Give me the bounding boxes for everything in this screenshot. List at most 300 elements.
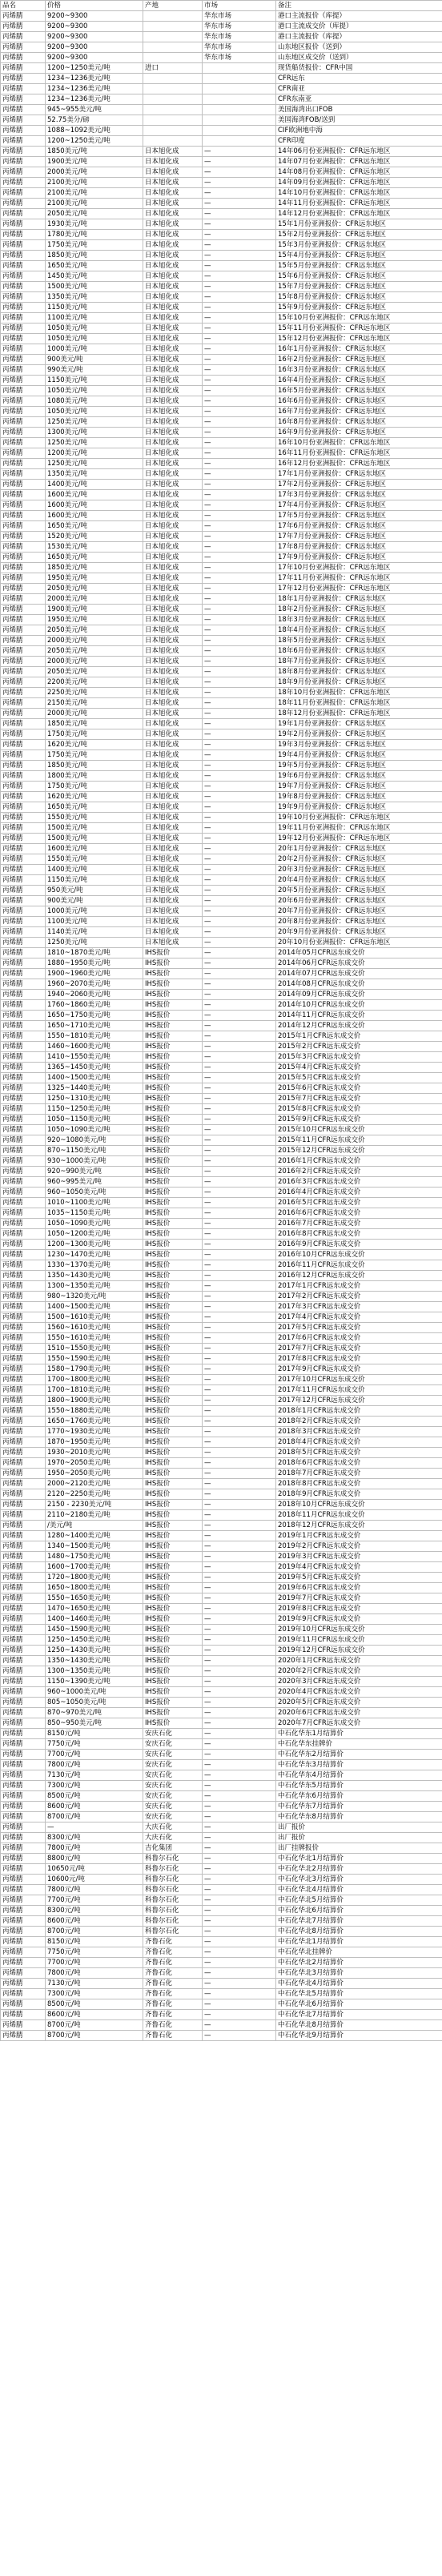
cell-price: 1250美元/吨 — [46, 417, 143, 428]
cell-remark: 18年4月份亚洲报价：CFR远东地区 — [276, 625, 442, 636]
cell-remark: 2019年1月CFR远东成交价 — [276, 1531, 442, 1541]
cell-product: 丙烯腈 — [1, 906, 46, 917]
cell-price: 900美元/吨 — [46, 355, 143, 365]
cell-remark: 15年9月份亚洲报价：CFR远东地区 — [276, 303, 442, 313]
cell-origin: IHS报价 — [143, 969, 203, 979]
cell-origin: 日本旭化成 — [143, 844, 203, 854]
cell-product: 丙烯腈 — [1, 261, 46, 271]
cell-origin: 齐鲁石化 — [143, 1968, 203, 1979]
table-row — [1, 1937, 442, 1947]
cell-market: — — [203, 532, 276, 542]
cell-price: 7750元/吨 — [46, 1739, 143, 1750]
cell-product: 丙烯腈 — [1, 1822, 46, 1833]
cell-market: — — [203, 1250, 276, 1260]
cell-market: — — [203, 1510, 276, 1521]
cell-origin: 日本旭化成 — [143, 469, 203, 480]
cell-remark: 中石化华北1月结算价 — [276, 1854, 442, 1864]
cell-remark: 18年1月份亚洲报价：CFR远东地区 — [276, 594, 442, 605]
cell-origin: 齐鲁石化 — [143, 1989, 203, 1999]
cell-price: 1970~2050美元/吨 — [46, 1458, 143, 1469]
table-row — [1, 1791, 442, 1802]
cell-product: 丙烯腈 — [1, 74, 46, 84]
cell-market: — — [203, 875, 276, 886]
cell-origin: 齐鲁石化 — [143, 1999, 203, 2010]
cell-price: 1600美元/吨 — [46, 500, 143, 511]
cell-price: 1140美元/吨 — [46, 927, 143, 938]
cell-market: — — [203, 1333, 276, 1344]
cell-product: 丙烯腈 — [1, 1375, 46, 1385]
cell-origin: IHS报价 — [143, 1656, 203, 1666]
cell-product: 丙烯腈 — [1, 240, 46, 251]
table-row — [1, 230, 442, 240]
cell-remark: 2014年11月CFR远东成交价 — [276, 1011, 442, 1021]
cell-market: — — [203, 469, 276, 480]
table-row — [1, 1364, 442, 1375]
cell-price: 1650美元/吨 — [46, 261, 143, 271]
cell-market: — — [203, 407, 276, 417]
cell-product: 丙烯腈 — [1, 376, 46, 386]
table-row — [1, 1083, 442, 1094]
cell-remark: 2017年4月CFR远东成交价 — [276, 1312, 442, 1323]
cell-origin — [143, 32, 203, 42]
cell-product: 丙烯腈 — [1, 94, 46, 105]
cell-price: 10600元/吨 — [46, 1875, 143, 1885]
cell-market: — — [203, 324, 276, 334]
table-row — [1, 1281, 442, 1292]
cell-product: 丙烯腈 — [1, 1750, 46, 1760]
cell-origin: 日本旭化成 — [143, 584, 203, 594]
table-row — [1, 1000, 442, 1011]
cell-product: 丙烯腈 — [1, 1417, 46, 1427]
cell-product: 丙烯腈 — [1, 136, 46, 147]
cell-origin: 科鲁尔石化 — [143, 1906, 203, 1916]
table-row — [1, 1188, 442, 1198]
cell-remark: 2019年5月CFR远东成交价 — [276, 1573, 442, 1583]
cell-origin: 日本旭化成 — [143, 771, 203, 782]
table-row — [1, 1167, 442, 1177]
cell-price: 945~955美元/吨 — [46, 105, 143, 115]
cell-origin: 日本旭化成 — [143, 573, 203, 584]
table-row — [1, 1375, 442, 1385]
cell-remark: CIF欧洲地中海 — [276, 126, 442, 136]
cell-remark: 16年5月份亚洲报价：CFR远东地区 — [276, 386, 442, 396]
cell-origin: 日本旭化成 — [143, 167, 203, 178]
cell-product: 丙烯腈 — [1, 709, 46, 719]
cell-origin — [143, 136, 203, 147]
cell-product: 丙烯腈 — [1, 344, 46, 355]
table-row — [1, 761, 442, 771]
cell-product: 丙烯腈 — [1, 1666, 46, 1677]
cell-remark: 2018年10月CFR远东成交价 — [276, 1500, 442, 1510]
cell-remark: 2019年11月CFR远东成交价 — [276, 1635, 442, 1646]
cell-price: 1050~1150美元/吨 — [46, 1115, 143, 1125]
cell-market: — — [203, 1843, 276, 1854]
cell-origin: IHS报价 — [143, 1614, 203, 1625]
cell-product: 丙烯腈 — [1, 459, 46, 469]
cell-remark: 现货船货报价：CFR中国 — [276, 63, 442, 74]
cell-remark: 20年8月份亚洲报价：CFR远东地区 — [276, 917, 442, 927]
cell-market — [203, 94, 276, 105]
cell-price: 1150~1390美元/吨 — [46, 1677, 143, 1687]
cell-remark: 2020年4月CFR远东成交价 — [276, 1687, 442, 1698]
table-row — [1, 1916, 442, 1927]
table-row — [1, 1489, 442, 1500]
cell-product: 丙烯腈 — [1, 1125, 46, 1135]
cell-price: 960~995美元/吨 — [46, 1177, 143, 1188]
cell-origin: 日本旭化成 — [143, 251, 203, 261]
cell-price: 7800元/吨 — [46, 1968, 143, 1979]
cell-product: 丙烯腈 — [1, 271, 46, 282]
cell-remark: 16年8月份亚洲报价：CFR远东地区 — [276, 417, 442, 428]
cell-market: — — [203, 1385, 276, 1396]
cell-market: — — [203, 688, 276, 698]
cell-origin: IHS报价 — [143, 1531, 203, 1541]
cell-remark: 2016年12月CFR远东成交价 — [276, 1271, 442, 1281]
cell-product: 丙烯腈 — [1, 1906, 46, 1916]
table-row — [1, 32, 442, 42]
cell-remark: 19年5月份亚洲报价：CFR远东地区 — [276, 761, 442, 771]
table-row — [1, 1011, 442, 1021]
cell-market: — — [203, 448, 276, 459]
cell-remark: CFR南亚 — [276, 84, 442, 94]
cell-origin: 日本旭化成 — [143, 500, 203, 511]
cell-price: 1620美元/吨 — [46, 792, 143, 802]
cell-price: 1250美元/吨 — [46, 438, 143, 448]
cell-price: 9200~9300 — [46, 11, 143, 22]
cell-market: — — [203, 1302, 276, 1312]
cell-price: 870~970美元/吨 — [46, 1708, 143, 1718]
cell-product: 丙烯腈 — [1, 438, 46, 448]
cell-remark: 2016年9月CFR远东成交价 — [276, 1240, 442, 1250]
cell-remark: 18年3月份亚洲报价：CFR远东地区 — [276, 615, 442, 625]
cell-remark: 中石化华东5月结算价 — [276, 1781, 442, 1791]
cell-market: — — [203, 1177, 276, 1188]
cell-origin: 安庆石化 — [143, 1812, 203, 1822]
table-row — [1, 1073, 442, 1083]
table-row — [1, 303, 442, 313]
cell-market: — — [203, 1344, 276, 1354]
cell-origin: 日本旭化成 — [143, 625, 203, 636]
cell-product: 丙烯腈 — [1, 563, 46, 573]
cell-product: 丙烯腈 — [1, 1448, 46, 1458]
cell-market: — — [203, 917, 276, 927]
cell-market: — — [203, 615, 276, 625]
cell-remark: 中石化华北5月结算价 — [276, 1989, 442, 1999]
cell-price: 1100美元/吨 — [46, 313, 143, 324]
cell-product: 丙烯腈 — [1, 511, 46, 521]
cell-origin: IHS报价 — [143, 1448, 203, 1458]
cell-market: — — [203, 1146, 276, 1156]
cell-origin: 吉化集团 — [143, 1843, 203, 1854]
cell-product: 丙烯腈 — [1, 1260, 46, 1271]
cell-product: 丙烯腈 — [1, 1031, 46, 1042]
cell-market: — — [203, 573, 276, 584]
cell-market: — — [203, 1635, 276, 1646]
cell-market: — — [203, 147, 276, 157]
cell-product: 丙烯腈 — [1, 688, 46, 698]
cell-origin: IHS报价 — [143, 1604, 203, 1614]
table-row — [1, 219, 442, 230]
table-row — [1, 1906, 442, 1916]
cell-market: — — [203, 303, 276, 313]
table-row — [1, 865, 442, 875]
cell-market: — — [203, 1968, 276, 1979]
cell-product: 丙烯腈 — [1, 1770, 46, 1781]
cell-remark: 18年10月份亚洲报价：CFR远东地区 — [276, 688, 442, 698]
table-row — [1, 344, 442, 355]
cell-origin: 日本旭化成 — [143, 605, 203, 615]
cell-origin: IHS报价 — [143, 1677, 203, 1687]
cell-remark: 16年6月份亚洲报价：CFR远东地区 — [276, 396, 442, 407]
cell-origin: IHS报价 — [143, 1344, 203, 1354]
cell-remark: 中石化华东3月结算价 — [276, 1760, 442, 1770]
cell-price: 1480~1750美元/吨 — [46, 1552, 143, 1562]
table-row — [1, 927, 442, 938]
table-row — [1, 459, 442, 469]
cell-origin — [143, 126, 203, 136]
cell-price: 1280~1400美元/吨 — [46, 1531, 143, 1541]
cell-origin: 日本旭化成 — [143, 230, 203, 240]
table-row — [1, 157, 442, 167]
cell-product: 丙烯腈 — [1, 1812, 46, 1822]
cell-market: — — [203, 553, 276, 563]
cell-market: — — [203, 1489, 276, 1500]
table-row — [1, 1989, 442, 1999]
cell-market: — — [203, 761, 276, 771]
table-row — [1, 553, 442, 563]
cell-remark: 2015年6月CFR远东成交价 — [276, 1083, 442, 1094]
cell-remark: 中石化华东1月结算价 — [276, 1729, 442, 1739]
cell-remark: 17年6月份亚洲报价：CFR远东地区 — [276, 521, 442, 532]
cell-product: 丙烯腈 — [1, 105, 46, 115]
cell-remark: 2020年3月CFR远东成交价 — [276, 1677, 442, 1687]
cell-price: 1234~1236美元/吨 — [46, 84, 143, 94]
cell-product: 丙烯腈 — [1, 324, 46, 334]
cell-price: 1620美元/吨 — [46, 740, 143, 750]
cell-origin: 科鲁尔石化 — [143, 1875, 203, 1885]
cell-price: 1850美元/吨 — [46, 147, 143, 157]
table-row — [1, 646, 442, 657]
cell-market: — — [203, 1593, 276, 1604]
cell-product: 丙烯腈 — [1, 979, 46, 990]
table-row — [1, 1677, 442, 1687]
cell-origin: IHS报价 — [143, 1292, 203, 1302]
table-row — [1, 94, 442, 105]
cell-remark: 中石化华北1月结算价 — [276, 1937, 442, 1947]
cell-origin: 日本旭化成 — [143, 147, 203, 157]
cell-market: — — [203, 667, 276, 677]
cell-product: 丙烯腈 — [1, 896, 46, 906]
cell-product: 丙烯腈 — [1, 1646, 46, 1656]
table-row — [1, 625, 442, 636]
cell-price: 2050美元/吨 — [46, 646, 143, 657]
cell-product: 丙烯腈 — [1, 469, 46, 480]
table-row — [1, 1968, 442, 1979]
cell-origin: 日本旭化成 — [143, 677, 203, 688]
table-row — [1, 594, 442, 605]
table-row — [1, 417, 442, 428]
cell-origin — [143, 84, 203, 94]
cell-price: 1250~1450美元/吨 — [46, 1635, 143, 1646]
cell-price: 805~1050美元/吨 — [46, 1698, 143, 1708]
table-body — [1, 11, 442, 2041]
cell-product: 丙烯腈 — [1, 2010, 46, 2020]
cell-price: 8300元/吨 — [46, 1906, 143, 1916]
table-row — [1, 1469, 442, 1479]
cell-product: 丙烯腈 — [1, 1875, 46, 1885]
cell-remark: 14年08月份亚洲报价：CFR远东地区 — [276, 167, 442, 178]
cell-origin: IHS报价 — [143, 1698, 203, 1708]
cell-origin: IHS报价 — [143, 1323, 203, 1333]
cell-remark: 中石化华东7月结算价 — [276, 1802, 442, 1812]
cell-price: 1330~1370美元/吨 — [46, 1260, 143, 1271]
cell-product: 丙烯腈 — [1, 1083, 46, 1094]
cell-price: 1850美元/吨 — [46, 719, 143, 729]
cell-price: 1870~1950美元/吨 — [46, 1437, 143, 1448]
cell-origin: IHS报价 — [143, 1521, 203, 1531]
cell-product: 丙烯腈 — [1, 1781, 46, 1791]
table-row — [1, 1812, 442, 1822]
cell-market: — — [203, 1833, 276, 1843]
table-row — [1, 1635, 442, 1646]
cell-product: 丙烯腈 — [1, 573, 46, 584]
cell-price: 8800元/吨 — [46, 1854, 143, 1864]
cell-remark: 19年6月份亚洲报价：CFR远东地区 — [276, 771, 442, 782]
cell-remark: 17年9月份亚洲报价：CFR远东地区 — [276, 553, 442, 563]
cell-remark: 14年12月份亚洲报价：CFR远东地区 — [276, 209, 442, 219]
cell-remark: 2014年07月CFR远东成交价 — [276, 969, 442, 979]
cell-product: 丙烯腈 — [1, 178, 46, 188]
cell-product: 丙烯腈 — [1, 1489, 46, 1500]
cell-price: 1350~1430美元/吨 — [46, 1656, 143, 1666]
cell-origin: 日本旭化成 — [143, 490, 203, 500]
cell-origin: 科鲁尔石化 — [143, 1927, 203, 1937]
cell-product: 丙烯腈 — [1, 1000, 46, 1011]
cell-remark: 中石化华北5月结算价 — [276, 1895, 442, 1906]
cell-price: 1550~1880美元/吨 — [46, 1406, 143, 1417]
cell-price: 7800元/吨 — [46, 1885, 143, 1895]
cell-market: — — [203, 2031, 276, 2041]
table-row — [1, 1698, 442, 1708]
table-row — [1, 251, 442, 261]
cell-remark: 2015年4月CFR远东成交价 — [276, 1063, 442, 1073]
cell-origin: IHS报价 — [143, 1229, 203, 1240]
table-row — [1, 105, 442, 115]
cell-price: 1510~1550美元/吨 — [46, 1344, 143, 1354]
table-row — [1, 1614, 442, 1625]
cell-remark: 20年9月份亚洲报价：CFR远东地区 — [276, 927, 442, 938]
cell-origin: IHS报价 — [143, 1500, 203, 1510]
cell-origin: IHS报价 — [143, 1031, 203, 1042]
cell-origin: IHS报价 — [143, 1646, 203, 1656]
table-row — [1, 2020, 442, 2031]
cell-product: 丙烯腈 — [1, 417, 46, 428]
cell-price: 1600美元/吨 — [46, 490, 143, 500]
cell-origin: 日本旭化成 — [143, 657, 203, 667]
table-row — [1, 938, 442, 948]
cell-origin: 日本旭化成 — [143, 417, 203, 428]
cell-origin: 日本旭化成 — [143, 532, 203, 542]
cell-price: 1050美元/吨 — [46, 407, 143, 417]
cell-product: 丙烯腈 — [1, 1240, 46, 1250]
cell-remark: 2016年7月CFR远东成交价 — [276, 1219, 442, 1229]
cell-origin: 日本旭化成 — [143, 428, 203, 438]
cell-remark: 20年1月份亚洲报价：CFR远东地区 — [276, 844, 442, 854]
cell-market: — — [203, 740, 276, 750]
cell-market: — — [203, 865, 276, 875]
cell-market: — — [203, 521, 276, 532]
cell-remark: 2016年1月CFR远东成交价 — [276, 1156, 442, 1167]
table-row — [1, 698, 442, 709]
cell-remark: 2016年4月CFR远东成交价 — [276, 1188, 442, 1198]
cell-product: 丙烯腈 — [1, 1937, 46, 1947]
cell-origin: 日本旭化成 — [143, 199, 203, 209]
cell-market: — — [203, 1781, 276, 1791]
cell-market: — — [203, 1677, 276, 1687]
cell-remark: 18年6月份亚洲报价：CFR远东地区 — [276, 646, 442, 657]
cell-market: — — [203, 834, 276, 844]
cell-market: — — [203, 1729, 276, 1739]
cell-price: 1800美元/吨 — [46, 771, 143, 782]
cell-origin: 日本旭化成 — [143, 834, 203, 844]
cell-market: — — [203, 1739, 276, 1750]
table-row — [1, 1562, 442, 1573]
cell-product: 丙烯腈 — [1, 1833, 46, 1843]
cell-price: 920~990美元/吨 — [46, 1167, 143, 1177]
table-row — [1, 480, 442, 490]
table-row — [1, 1541, 442, 1552]
cell-price: 8700元/吨 — [46, 2020, 143, 2031]
table-row — [1, 282, 442, 292]
cell-market: — — [203, 1646, 276, 1656]
cell-remark: 17年2月份亚洲报价：CFR远东地区 — [276, 480, 442, 490]
cell-remark: 中石化华北8月结算价 — [276, 1927, 442, 1937]
cell-price: 1750美元/吨 — [46, 750, 143, 761]
cell-market: 华东市场 — [203, 53, 276, 63]
cell-remark: 中石化华东4月结算价 — [276, 1770, 442, 1781]
cell-price: 1340~1500美元/吨 — [46, 1541, 143, 1552]
table-row — [1, 1822, 442, 1833]
cell-price: 850~950美元/吨 — [46, 1718, 143, 1729]
table-row — [1, 1240, 442, 1250]
cell-product: 丙烯腈 — [1, 1104, 46, 1115]
cell-remark: 2019年9月CFR远东成交价 — [276, 1614, 442, 1625]
cell-remark: 16年11月份亚洲报价：CFR远东地区 — [276, 448, 442, 459]
cell-origin: IHS报价 — [143, 1260, 203, 1271]
table-row — [1, 1583, 442, 1593]
cell-product: 丙烯腈 — [1, 1593, 46, 1604]
cell-price: 1500~1610美元/吨 — [46, 1312, 143, 1323]
cell-market: — — [203, 1573, 276, 1583]
cell-price: 8600元/吨 — [46, 2010, 143, 2020]
cell-remark: 2015年2月CFR远东成交价 — [276, 1042, 442, 1052]
cell-price: 1410~1550美元/吨 — [46, 1052, 143, 1063]
cell-product: 丙烯腈 — [1, 1011, 46, 1021]
cell-price: 1400~1500美元/吨 — [46, 1302, 143, 1312]
cell-remark: 2014年05月CFR远东成交价 — [276, 948, 442, 958]
cell-remark: 中石化华北3月结算价 — [276, 1968, 442, 1979]
cell-market — [203, 105, 276, 115]
cell-market: — — [203, 1521, 276, 1531]
cell-origin: IHS报价 — [143, 1552, 203, 1562]
cell-origin: IHS报价 — [143, 1562, 203, 1573]
cell-price: 1150美元/吨 — [46, 376, 143, 386]
cell-product: 丙烯腈 — [1, 1895, 46, 1906]
cell-market: — — [203, 657, 276, 667]
cell-remark: 2015年12月CFR远东成交价 — [276, 1146, 442, 1156]
table-row — [1, 1292, 442, 1302]
cell-remark: 16年1月份亚洲报价：CFR远东地区 — [276, 344, 442, 355]
